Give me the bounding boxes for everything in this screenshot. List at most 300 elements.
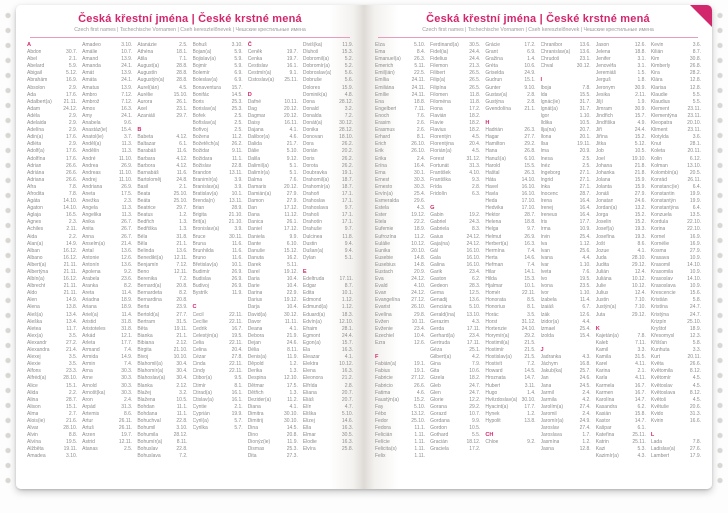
name-entry <box>485 290 535 297</box>
name-entry <box>303 290 353 297</box>
name-entry <box>485 404 535 411</box>
open-planner-spread <box>16 5 712 489</box>
name-day-date: 30.4. <box>176 368 188 375</box>
name-entry <box>27 85 77 92</box>
name-entry <box>27 170 77 177</box>
given-name: Baltazar <box>137 141 156 148</box>
name-entry <box>430 127 480 134</box>
name-day-date: 1.11. <box>414 439 426 446</box>
given-name: Bernardeta <box>137 290 163 297</box>
given-name: Erika <box>375 155 387 162</box>
name-entry <box>651 411 701 418</box>
name-day-date: 26.9. <box>121 183 133 190</box>
name-day-date: 7.8. <box>582 84 591 91</box>
name-day-date: 10.6. <box>469 368 481 375</box>
name-entry <box>651 134 701 141</box>
name-day-date: 12.6. <box>579 311 591 318</box>
name-entry <box>137 248 187 255</box>
name-entry <box>485 354 535 361</box>
given-name: Fedor <box>375 417 389 424</box>
name-day-date: 9.5. <box>234 375 243 382</box>
name-entry <box>137 432 187 439</box>
name-column <box>541 42 591 461</box>
given-name: Apolena <box>82 269 101 275</box>
name-entry <box>303 319 353 326</box>
name-entry <box>193 283 243 290</box>
name-day-date: 20.10. <box>411 247 426 254</box>
name-day-date: 24.6. <box>634 198 646 205</box>
name-day-date: 25.1. <box>469 347 481 354</box>
given-name: Hugo <box>485 389 498 396</box>
name-entry <box>193 177 243 184</box>
given-name: Jolanta <box>595 183 612 190</box>
given-name: Karmela <box>595 382 615 389</box>
given-name: Erhard <box>375 134 391 141</box>
section-letter: Č <box>247 42 252 48</box>
given-name: Birgita <box>137 347 152 354</box>
name-day-date: 14.6. <box>524 254 536 261</box>
name-entry <box>193 205 243 212</box>
name-entry <box>541 148 591 155</box>
given-name: Gabin <box>430 212 444 219</box>
name-entry <box>430 120 480 127</box>
name-entry <box>596 439 646 446</box>
name-entry <box>27 70 77 77</box>
name-entry <box>137 170 187 177</box>
given-name: Genciána <box>430 304 452 311</box>
name-day-date: 7.2. <box>527 361 536 368</box>
name-day-date: 16.1. <box>231 396 243 403</box>
given-name: Hilda <box>485 276 497 283</box>
name-day-date: 5.10. <box>469 304 481 311</box>
given-name: Heřman <box>485 261 504 268</box>
name-entry <box>651 397 701 404</box>
name-entry <box>485 255 535 262</box>
name-entry <box>596 304 646 311</box>
name-day-date: 28.12. <box>173 432 188 439</box>
given-name: Aranka <box>82 283 99 290</box>
name-day-date: 11.6. <box>176 169 188 176</box>
given-name: Jitka <box>595 141 606 148</box>
given-name: Dionýz(ie) <box>247 439 271 446</box>
name-entry <box>375 404 425 411</box>
name-entry <box>193 241 243 248</box>
name-day-date: 7.8. <box>637 332 646 339</box>
name-day-date: 11.1. <box>176 403 188 410</box>
given-name: Garik <box>430 269 443 275</box>
given-name: Božislav <box>192 162 212 169</box>
name-entry <box>82 319 132 326</box>
given-name: Ena <box>375 98 384 105</box>
name-entry <box>82 312 132 319</box>
name-column <box>27 42 77 461</box>
given-name: Ilsa <box>540 141 549 148</box>
name-entry <box>137 134 187 141</box>
given-name: Homér <box>485 290 501 297</box>
name-day-date: 10.12. <box>339 361 354 368</box>
given-name: Klarisa <box>650 84 667 91</box>
given-name: Diana <box>247 403 261 410</box>
given-name: Jiljí <box>595 98 603 105</box>
name-day-date: 13.6. <box>579 49 591 56</box>
given-name: Inka <box>540 183 550 190</box>
given-name: Arabela <box>82 276 100 283</box>
name-day-date: 11.3. <box>121 141 133 148</box>
name-entry <box>193 262 243 269</box>
name-day-date: 1.12. <box>341 297 354 304</box>
name-entry <box>137 77 187 84</box>
given-name: Krizpín <box>650 318 667 325</box>
name-entry <box>248 120 298 127</box>
name-day-date: 5.12. <box>66 70 78 77</box>
given-name: Honorata <box>485 297 506 304</box>
name-entry <box>485 205 535 212</box>
name-entry <box>485 219 535 226</box>
given-name: Dustin <box>302 240 318 247</box>
name-day-date: 17.11. <box>339 276 354 283</box>
section-letter: E <box>302 269 307 275</box>
given-name: Josefína <box>595 233 615 240</box>
name-day-date: 20.8. <box>286 432 298 439</box>
name-entry <box>430 49 480 56</box>
name-day-date: 12.8. <box>579 446 591 453</box>
name-entry <box>375 156 425 163</box>
name-day-date: 23.1. <box>176 105 188 112</box>
name-entry <box>541 390 591 397</box>
name-entry <box>303 304 353 311</box>
name-day-date: 26.2. <box>341 155 354 162</box>
given-name: Aristid <box>82 318 97 325</box>
name-entry <box>248 49 298 56</box>
name-entry <box>430 418 480 425</box>
given-name: Filip(a) <box>430 77 446 84</box>
name-day-date: 24.11. <box>411 91 426 98</box>
given-name: Elizej <box>302 417 315 424</box>
name-entry <box>375 177 425 184</box>
given-name: Alfréd(a) <box>27 375 47 382</box>
name-entry <box>248 312 298 319</box>
given-name: Bohuchval <box>137 417 161 424</box>
name-entry <box>303 42 353 49</box>
given-name: Gerazim <box>430 318 450 325</box>
name-day-date: 27.2. <box>66 339 78 346</box>
name-day-date: 12.2. <box>469 396 481 403</box>
name-entry <box>27 354 77 361</box>
given-name: Donald <box>302 105 319 112</box>
name-day-date: 6.9. <box>527 49 536 56</box>
name-day-date: 29.8. <box>414 311 426 318</box>
name-day-date: 18.9. <box>121 304 133 311</box>
given-name: Jolana <box>595 176 611 183</box>
given-name: Klára <box>650 77 663 84</box>
name-day-date: 25.4. <box>579 325 591 332</box>
name-day-date: 16.11. <box>284 120 298 127</box>
name-entry <box>596 283 646 290</box>
name-day-date: 1.3. <box>179 226 188 233</box>
given-name: Dorián <box>302 148 318 155</box>
name-day-date: 28.7. <box>524 212 536 219</box>
name-entry <box>193 383 243 390</box>
name-day-date: 10.6. <box>524 63 536 70</box>
name-entry <box>248 127 298 134</box>
given-name: Filoména <box>430 98 451 105</box>
name-day-date: 1.7. <box>582 432 591 439</box>
name-entry <box>248 177 298 184</box>
name-entry <box>303 283 353 290</box>
name-entry <box>248 304 298 311</box>
name-day-date: 20.12. <box>283 105 298 112</box>
name-day-date: 2.12. <box>176 339 188 346</box>
name-day-date: 8.12. <box>689 368 702 375</box>
given-name: Hvězdoslav(a) <box>485 396 518 403</box>
name-day-date: 16.3. <box>341 368 354 375</box>
name-entry <box>485 269 535 276</box>
name-entry <box>248 368 298 375</box>
name-day-date: 27.9. <box>634 190 646 197</box>
given-name: Čistoslav(a) <box>247 77 275 84</box>
name-day-date: 7.4. <box>527 247 536 254</box>
name-day-date: 28.1. <box>689 141 702 148</box>
name-entry <box>430 56 480 63</box>
name-entry <box>596 290 646 297</box>
page-subtitle: Czech first names | Tschechische Vornamen | Cseh keresztelőnevek | Чешские крестильные имена <box>422 27 654 33</box>
given-name: Belinda <box>137 247 155 254</box>
name-day-date: 3.3. <box>692 347 702 354</box>
given-name: Joselin <box>595 219 612 226</box>
name-day-date: 2.4. <box>416 155 426 162</box>
name-entry <box>485 262 535 269</box>
name-day-date: 7.2. <box>179 453 188 460</box>
given-name: Evangelína <box>375 297 401 304</box>
given-name: Eleazar <box>302 354 320 361</box>
given-name: Edgar <box>302 283 317 290</box>
name-day-date: 13.11. <box>229 169 243 176</box>
name-entry <box>430 170 480 177</box>
name-day-date: 30.12. <box>339 120 354 127</box>
name-entry <box>248 404 298 411</box>
name-day-date: 15.1. <box>66 403 78 410</box>
name-entry <box>303 127 353 134</box>
name-entry <box>596 212 646 219</box>
name-entry <box>375 453 425 460</box>
name-entry <box>375 397 425 404</box>
name-day-date: 26.2. <box>341 141 354 148</box>
name-entry <box>137 255 187 262</box>
given-name: Filipína <box>430 84 447 91</box>
name-day-date: 15.1. <box>66 382 78 389</box>
given-name: Kolombín(a) <box>650 169 679 176</box>
name-day-date: 29.12. <box>631 311 646 318</box>
name-day-date: 13.5. <box>689 212 702 219</box>
given-name: Dylan <box>302 254 316 261</box>
name-entry <box>541 290 591 297</box>
given-name: Barbora <box>137 162 156 169</box>
page-corner-triangle-marker <box>690 5 712 27</box>
given-name: Ada <box>27 91 36 98</box>
given-name: Erich <box>375 141 387 148</box>
given-name: Egon(a) <box>302 339 321 346</box>
given-name: Ezra <box>375 339 386 346</box>
name-entry <box>82 347 132 354</box>
given-name: Angela <box>82 205 98 212</box>
name-entry <box>651 326 701 333</box>
name-entry <box>248 361 298 368</box>
name-entry <box>82 290 132 297</box>
given-name: Darek <box>247 261 262 268</box>
name-day-date: 16.7. <box>634 389 646 396</box>
given-name: Amáta <box>82 77 97 84</box>
name-entry <box>375 425 425 432</box>
name-day-date: 20.6. <box>689 403 702 410</box>
name-entry <box>137 319 187 326</box>
name-entry <box>596 184 646 191</box>
given-name: Aleš(a) <box>27 311 43 318</box>
name-day-date: 11.6. <box>231 247 243 254</box>
given-name: Eufrozína <box>375 233 397 240</box>
name-entry <box>193 184 243 191</box>
name-entry <box>596 177 646 184</box>
name-day-date: 20.9. <box>414 269 426 275</box>
name-day-date: 31.7. <box>579 98 591 105</box>
name-entry <box>193 347 243 354</box>
given-name: Bořek <box>192 112 206 119</box>
name-day-date: 8.7. <box>692 49 702 56</box>
given-name: Blahoslav(a) <box>137 375 166 382</box>
name-entry <box>596 390 646 397</box>
name-entry <box>651 234 701 241</box>
given-name: Edvín(a) <box>302 318 322 325</box>
name-entry <box>375 383 425 390</box>
given-name: Faustýn(a) <box>375 396 399 403</box>
name-entry <box>596 241 646 248</box>
name-entry <box>485 99 535 106</box>
name-column <box>82 42 132 461</box>
name-day-date: 5.1. <box>344 254 354 261</box>
given-name: Atila <box>137 56 148 63</box>
name-entry <box>193 92 243 99</box>
name-entry <box>248 439 298 446</box>
given-name: Hostimír <box>485 347 504 354</box>
name-entry <box>430 326 480 333</box>
given-name: Dezider(a) <box>247 396 272 403</box>
name-day-date: 13.8. <box>66 304 78 311</box>
name-day-date: 27.4. <box>579 403 591 410</box>
name-day-date: 27.7. <box>176 311 188 318</box>
given-name: Krasomila <box>650 269 674 275</box>
name-entry <box>596 368 646 375</box>
given-name: Ctislav(a) <box>192 396 214 403</box>
given-name: Alexandr <box>27 339 47 346</box>
name-day-date: 10.5. <box>634 148 646 155</box>
name-day-date: 24.7. <box>469 389 481 396</box>
name-entry <box>248 106 298 113</box>
given-name: Karina <box>595 368 611 375</box>
name-day-date: 6.2. <box>472 276 481 283</box>
name-entry <box>430 148 480 155</box>
given-name: Glen <box>430 389 441 396</box>
name-entry <box>541 418 591 425</box>
name-entry <box>137 212 187 219</box>
given-name: Jasmína <box>540 439 560 446</box>
name-day-date: 30.3. <box>121 389 133 396</box>
name-entry <box>596 432 646 439</box>
given-name: Herbert(a) <box>485 240 509 247</box>
given-name: Katrin <box>595 439 609 446</box>
name-day-date: 14.7. <box>634 417 646 424</box>
name-entry <box>82 56 132 63</box>
name-day-date: 27.7. <box>524 134 536 141</box>
given-name: Erasim <box>375 120 391 127</box>
given-name: Hedvika <box>485 205 504 212</box>
name-entry <box>248 290 298 297</box>
name-entry <box>303 205 353 212</box>
name-entry <box>651 368 701 375</box>
name-day-date: 2.8. <box>527 91 536 98</box>
name-entry <box>541 156 591 163</box>
name-day-date: 3.9. <box>234 226 243 233</box>
name-day-date: 5.9. <box>68 63 78 70</box>
name-entry <box>82 241 132 248</box>
given-name: Gerhard(a) <box>430 332 455 339</box>
spacer-row <box>248 85 298 92</box>
given-name: Klaudius <box>650 98 671 105</box>
name-entry <box>651 354 701 361</box>
name-entry <box>27 191 77 198</box>
name-entry <box>651 56 701 63</box>
name-entry <box>485 319 535 326</box>
name-day-date: 15.7. <box>341 339 354 346</box>
name-entry <box>541 312 591 319</box>
name-day-date: 13.10. <box>466 311 481 318</box>
given-name: Jeronym <box>595 84 615 91</box>
name-entry <box>651 304 701 311</box>
name-day-date: 16.10. <box>466 247 481 254</box>
name-day-date: 1.3. <box>179 219 188 226</box>
name-entry <box>82 198 132 205</box>
name-day-date: 27.9. <box>286 190 298 197</box>
name-entry <box>303 446 353 453</box>
name-entry <box>82 134 132 141</box>
name-day-date: 7.8. <box>68 190 78 197</box>
name-entry <box>193 375 243 382</box>
name-entry <box>27 92 77 99</box>
name-day-date: 18.12. <box>466 439 481 446</box>
name-day-date: 26.2. <box>231 141 243 148</box>
name-day-date: 12.11. <box>173 269 188 275</box>
name-entry <box>485 383 535 390</box>
given-name: Dalila <box>247 155 261 162</box>
name-entry <box>485 411 535 418</box>
name-day-date: 23.1. <box>579 56 591 63</box>
given-name: Elena <box>302 368 316 375</box>
section-letter: CH <box>485 432 494 439</box>
name-day-date: 24.7. <box>469 382 481 389</box>
given-name: Hostimil(a) <box>485 339 510 346</box>
name-entry <box>541 99 591 106</box>
given-name: Doubravka <box>302 169 328 176</box>
name-day-date: 5.5. <box>692 91 702 98</box>
name-entry <box>137 375 187 382</box>
name-day-date: 27.1. <box>579 183 591 190</box>
name-entry <box>430 262 480 269</box>
name-day-date: 28.10. <box>63 425 78 432</box>
name-entry <box>193 397 243 404</box>
name-entry <box>27 347 77 354</box>
name-entry <box>27 262 77 269</box>
name-day-date: 5.5. <box>472 432 481 439</box>
given-name: Dobromír(a) <box>302 63 330 70</box>
given-name: Emanuel(a) <box>375 56 401 63</box>
